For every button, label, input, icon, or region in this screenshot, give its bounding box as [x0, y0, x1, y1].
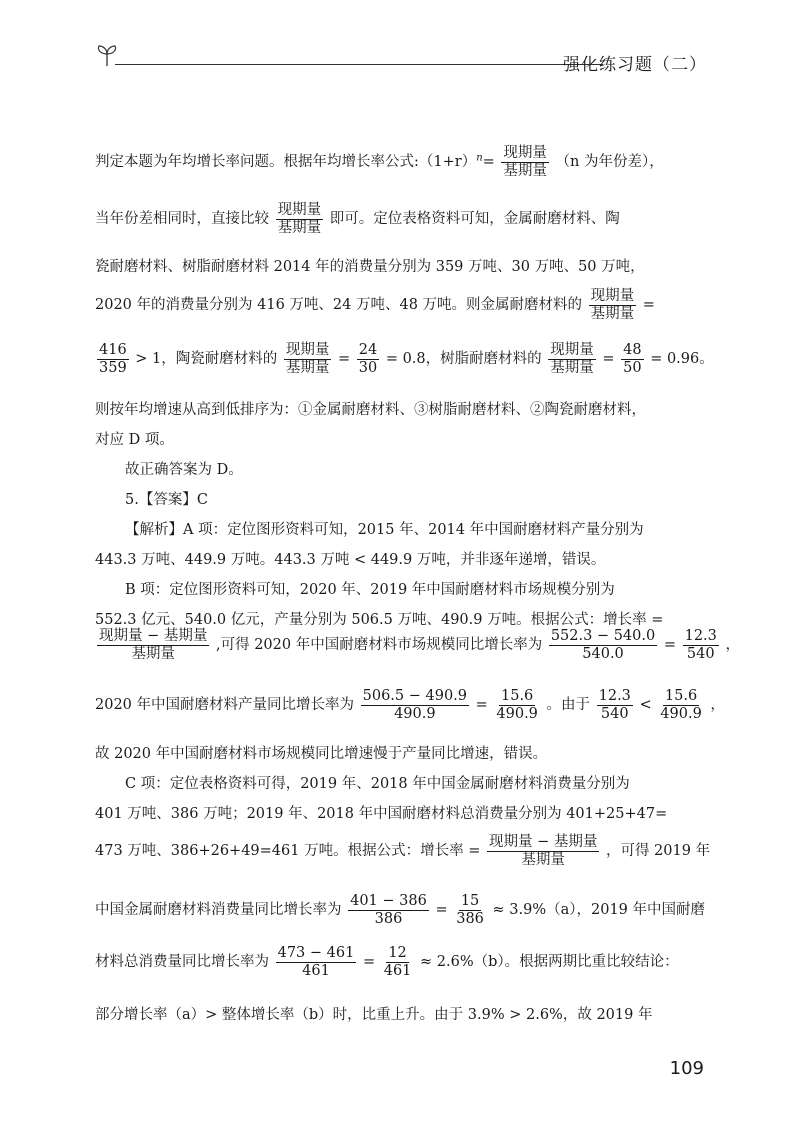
text-line: 552.3 亿元、540.0 亿元，产量分别为 506.5 万吨、490.9 万吨。根据公式：增长率 = [95, 612, 664, 628]
text-line: $\frac{416}{359}$ > 1，陶瓷耐磨材料的 $\frac{\text{现期量}}{\text{基期量}}$ = $\frac{24}{30}$ = 0.8，树脂耐磨材料的 $\frac{\text{现期量}}{\text{基期量}}$ = $\frac{48}{50}$ = 0.96。 [99, 342, 714, 376]
header-title: 强化练习题（二） [563, 55, 707, 75]
fraction: $\frac{\text{现期量 − 基期量}}{\text{基期量}}$ [488, 834, 598, 868]
fraction: $\frac{15.6}{490.9}$ [660, 688, 702, 722]
header-rule [115, 64, 603, 65]
fraction: $\frac{416}{359}$ [99, 342, 127, 376]
fraction: $\frac{\text{现期量}}{\text{基期量}}$ [285, 342, 330, 376]
text-line: C 项：定位表格资料可得，2019 年、2018 年中国金属耐磨材料消费量分别为 [125, 776, 630, 792]
text-line: 瓷耐磨材料、树脂耐磨材料 2014 年的消费量分别为 359 万吨、30 万吨、50 万吨， [95, 259, 645, 275]
text-line: 当年份差相同时，直接比较 $\frac{\text{现期量}}{\text{基期量}}$ 即可。定位表格资料可知，金属耐磨材料、陶 [95, 202, 620, 236]
fraction: $\frac{12}{461}$ [383, 945, 412, 979]
fraction: $\frac{48}{50}$ [623, 342, 642, 376]
text-line: 443.3 万吨、449.9 万吨。443.3 万吨 < 449.9 万吨，并非逐年递增，错误。 [95, 552, 606, 568]
text-line: 【解析】A 项：定位图形资料可知，2015 年、2014 年中国耐磨材料产量分别为 [125, 522, 644, 538]
text-line: 2020 年中国耐磨材料产量同比增长率为 $\frac{506.5 - 490.9}{490.9}$ = $\frac{15.6}{490.9}$ 。由于 $\frac{12.3}{540}$ < $\frac{15.6}{490.9}$ ， [95, 688, 725, 722]
text-line: 473 万吨、386+26+49=461 万吨。根据公式：增长率 = $\frac{\text{现期量 − 基期量}}{\text{基期量}}$ ，可得 2019 年 [95, 834, 711, 868]
text-line: B 项：定位图形资料可知，2020 年、2019 年中国耐磨材料市场规模分别为 [125, 582, 615, 598]
text-line: 401 万吨、386 万吨；2019 年、2018 年中国耐磨材料总消费量分别为 401+25+47= [95, 806, 668, 822]
answer-line: 5.【答案】C [125, 492, 208, 508]
fraction: $\frac{24}{30}$ [358, 342, 378, 376]
text-line: 则按年均增速从高到低排序为：①金属耐磨材料、③树脂耐磨材料、②陶瓷耐磨材料， [95, 402, 646, 418]
fraction: $\frac{12.3}{540}$ [684, 628, 717, 662]
text-line: 部分增长率（a）> 整体增长率（b）时，比重上升。由于 3.9% > 2.6%，故 2019 年 [95, 1007, 653, 1023]
fraction: $\frac{\text{现期量}}{\text{基期量}}$ [550, 342, 594, 376]
text-line: 故正确答案为 D。 [125, 462, 243, 478]
text-line: 判定本题为年均增长率问题。根据年均增长率公式$:(1+r)^n=$ $\frac{\text{现期量}}{\text{基期量}}$ （n 为年份差）， [95, 145, 664, 179]
fraction: $\frac{12.3}{540}$ [598, 688, 631, 722]
text-line: 故 2020 年中国耐磨材料市场规模同比增速慢于产量同比增速，错误。 [95, 746, 548, 762]
page-number: 109 [669, 1058, 704, 1079]
text-line: 2020 年的消费量分别为 416 万吨、24 万吨、48 万吨。则金属耐磨材料的 $\frac{\text{现期量}}{\text{基期量}}$ = [95, 288, 655, 322]
fraction: $\frac{\text{现期量}}{\text{基期量}}$ [590, 288, 635, 322]
fraction: $\frac{473 - 461}{461}$ [277, 945, 355, 979]
text-line: $\frac{\text{现期量 − 基期量}}{\text{基期量}}$ ,可得 2020 年中国耐磨材料市场规模同比增长率为 $\frac{552.3 - 540.0}{540.0}$ = $\frac{12.3}{540}$ ， [99, 628, 740, 662]
fraction: $\frac{15.6}{490.9}$ [496, 688, 538, 722]
text-line: 中国金属耐磨材料消费量同比增长率为 $\frac{401 - 386}{386}$ = $\frac{15}{386}$ ≈ 3.9%（a），2019 年中国耐磨 [95, 893, 706, 927]
fraction: $\frac{\text{现期量}}{\text{基期量}}$ [503, 145, 547, 179]
fraction: $\frac{506.5 - 490.9}{490.9}$ [362, 688, 468, 722]
text-line: 材料总消费量同比增长率为 $\frac{473 - 461}{461}$ = $\frac{12}{461}$ ≈ 2.6%（b）。根据两期比重比较结论： [95, 945, 679, 979]
fraction: $\frac{\text{现期量 − 基期量}}{\text{基期量}}$ [99, 628, 208, 662]
text-line: 对应 D 项。 [95, 432, 174, 448]
page-header [95, 42, 707, 82]
fraction: $\frac{401 - 386}{386}$ [350, 893, 427, 927]
fraction: $\frac{\text{现期量}}{\text{基期量}}$ [277, 202, 322, 236]
fraction: $\frac{552.3 - 540.0}{540.0}$ [550, 628, 656, 662]
fraction: $\frac{15}{386}$ [456, 893, 484, 927]
